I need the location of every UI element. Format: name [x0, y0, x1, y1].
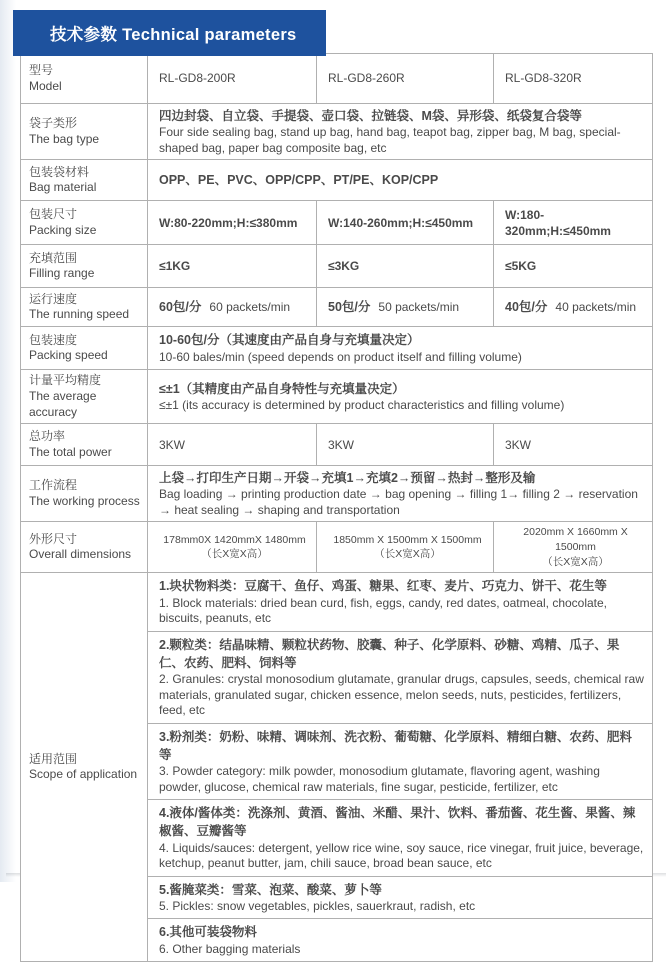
bag-material-text: OPP、PE、PVC、OPP/CPP、PT/PE、KOP/CPP — [159, 173, 439, 188]
row-label-power — [21, 424, 148, 466]
dimension-size: 2020mm X 1660mm X 1500mm — [523, 526, 628, 554]
row-label-en: Bag material — [29, 180, 97, 195]
scope-item-en: 1. Block materials: dried bean curd, fish, eggs, candy, red dates, oatmeal, chocolate, biscuits, peanuts, etc — [159, 595, 608, 626]
row-label-accuracy — [21, 370, 148, 424]
row-label-packing-size — [21, 201, 148, 245]
row-label-en: Model — [29, 78, 62, 93]
row-label-en: Overall dimensions — [29, 547, 132, 562]
running-speed-value-2 — [317, 288, 494, 327]
packing-speed-value — [148, 327, 653, 370]
dimension-note: （长X宽X高） — [374, 548, 441, 561]
row-label-zh: 工作流程 — [29, 478, 78, 493]
row-label-bag-type — [21, 104, 148, 160]
scope-item-granules — [148, 631, 652, 723]
filling-range-value-2: ≤3KG — [317, 245, 494, 288]
bag-type-value — [148, 104, 653, 160]
process-value — [148, 466, 653, 522]
power-value-1: 3KW — [148, 424, 317, 466]
table-row-filling-range — [21, 245, 653, 288]
row-label-scope — [21, 573, 148, 962]
scope-item-en: 5. Pickles: snow vegetables, pickles, sauerkraut, radish, etc — [159, 898, 476, 913]
table-row-bag-material — [21, 160, 653, 201]
scope-item-en: 2. Granules: crystal monosodium glutamate, granular drugs, capsules, seeds, chemical raw materials, granulated sugar, chicken essence, melon seeds, nuts, pesticides, fertilizers, feed, etc — [159, 672, 644, 718]
row-label-packing-speed — [21, 327, 148, 370]
technical-parameters-table — [20, 53, 653, 962]
scope-item-other — [148, 918, 652, 961]
scope-item-block-materials — [148, 573, 652, 630]
scope-item-zh: 2.颗粒类：结晶味精、颗粒状药物、胶囊、种子、化学原料、砂糖、鸡精、瓜子、果仁、农药、肥料、饲料等 — [159, 637, 620, 670]
process-zh: 上袋→打印生产日期→开袋→充填1→充填2→预留→热封→整形及输 — [159, 471, 536, 486]
row-label-en: Packing size — [29, 222, 97, 237]
table-row-packing-size — [21, 201, 653, 245]
dimensions-value-1 — [148, 522, 317, 573]
dimension-size: 178mm0X 1420mmX 1480mm — [163, 533, 306, 546]
model-value-2: RL-GD8-260R — [317, 54, 494, 104]
model-value-1: RL-GD8-200R — [148, 54, 317, 104]
filling-range-value-1: ≤1KG — [148, 245, 317, 288]
scope-item-en: 4. Liquids/sauces: detergent, yellow rice wine, soy sauce, rice vinegar, fruit juice, beverage, ketchup, peanut butter, jam, chili sauce, broad bean sauce, etc — [159, 840, 644, 871]
row-label-process — [21, 466, 148, 522]
row-label-en: The average accuracy — [29, 388, 97, 419]
row-label-running-speed — [21, 288, 148, 327]
packing-speed-zh: 10-60包/分（其速度由产品自身与充填量决定） — [159, 333, 420, 348]
table-row-scope — [21, 573, 653, 962]
packing-size-value-3: W:180-320mm;H:≤450mm — [494, 201, 653, 245]
scope-item-zh: 3.粉剂类：奶粉、味精、调味剂、洗衣粉、葡萄糖、化学原料、精细白糖、农药、肥料等 — [159, 729, 632, 762]
running-speed-en: 40 packets/min — [555, 300, 637, 315]
power-value-2: 3KW — [317, 424, 494, 466]
dimensions-value-2 — [317, 522, 494, 573]
running-speed-zh: 50包/分 — [328, 300, 371, 315]
scope-item-en: 3. Powder category: milk powder, monosodium glutamate, flavoring agent, washing powder, glucose, chemical raw materials, fine sugar, pesticide, fertilizer, etc — [159, 764, 600, 794]
scope-item-liquids — [148, 799, 652, 875]
table-row-dimensions — [21, 522, 653, 573]
page-title — [13, 10, 326, 56]
row-label-zh: 包装尺寸 — [29, 207, 78, 222]
dimension-size: 1850mm X 1500mm X 1500mm — [333, 533, 482, 546]
running-speed-en: 60 packets/min — [209, 300, 291, 315]
power-value-3: 3KW — [494, 424, 653, 466]
table-row-model — [21, 54, 653, 104]
dimension-note: （长X宽X高） — [542, 555, 609, 568]
accuracy-zh: ≤±1（其精度由产品自身特性与充填量决定） — [159, 381, 405, 396]
row-label-zh: 袋子类形 — [29, 116, 78, 131]
row-label-en: Filling range — [29, 266, 95, 281]
row-label-en: The total power — [29, 444, 112, 459]
bag-material-value — [148, 160, 653, 201]
filling-range-value-3: ≤5KG — [494, 245, 653, 288]
table-row-packing-speed — [21, 327, 653, 370]
dimension-note: （长X宽X高） — [201, 548, 268, 561]
row-label-zh: 总功率 — [29, 429, 66, 443]
row-label-bag-material — [21, 160, 148, 201]
bag-type-en: Four side sealing bag, stand up bag, hand bag, teapot bag, zipper bag, M bag, special-shaped bag, paper bag composite bag, etc — [159, 125, 621, 155]
scope-item-zh: 5.酱腌菜类：雪菜、泡菜、酸菜、萝卜等 — [159, 882, 382, 897]
running-speed-value-1 — [148, 288, 317, 327]
row-label-zh: 适用范围 — [29, 751, 78, 766]
table-row-running-speed — [21, 288, 653, 327]
packing-speed-en: 10-60 bales/min (speed depends on product itself and filling volume) — [159, 349, 522, 364]
table-row-process — [21, 466, 653, 522]
row-label-zh: 包装速度 — [29, 332, 78, 347]
row-label-zh: 充填范围 — [29, 250, 78, 265]
page-title-text: 技术参数 Technical parameters — [50, 26, 297, 44]
row-label-filling-range — [21, 245, 148, 288]
scope-item-zh: 4.液体/酱体类：洗涤剂、黄酒、酱油、米醋、果汁、饮料、番茄酱、花生酱、果酱、辣椒酱、豆瓣酱等 — [159, 806, 636, 839]
row-label-en: The working process — [29, 493, 140, 508]
row-label-zh: 包装袋材料 — [29, 164, 90, 179]
scope-item-zh: 6.其他可装袋物料 — [159, 925, 257, 940]
process-en: Bag loading → printing production date → bag opening → filling 1→ filling 2 → reservation → heat sealing → shaping and transportation — [159, 487, 638, 517]
running-speed-zh: 40包/分 — [505, 300, 548, 315]
running-speed-en: 50 packets/min — [378, 300, 460, 315]
row-label-zh: 外形尺寸 — [29, 531, 78, 546]
row-label-model — [21, 54, 148, 104]
table-row-bag-type — [21, 104, 653, 160]
row-label-dimensions — [21, 522, 148, 573]
model-value-3: RL-GD8-320R — [494, 54, 653, 104]
row-label-en: The running speed — [29, 307, 130, 322]
scope-item-powder — [148, 723, 652, 799]
row-label-en: Packing speed — [29, 348, 108, 363]
scope-value — [148, 573, 653, 962]
row-label-en: Scope of application — [29, 767, 138, 782]
table-row-power — [21, 424, 653, 466]
accuracy-en: ≤±1 (its accuracy is determined by product characteristics and filling volume) — [159, 397, 565, 412]
scope-item-pickles — [148, 876, 652, 919]
dimensions-value-3 — [494, 522, 653, 573]
row-label-zh: 计量平均精度 — [29, 373, 102, 388]
row-label-zh: 型号 — [29, 62, 54, 77]
running-speed-zh: 60包/分 — [159, 300, 202, 315]
accuracy-value — [148, 370, 653, 424]
scope-item-zh: 1.块状物料类：豆腐干、鱼仔、鸡蛋、糖果、红枣、麦片、巧克力、饼干、花生等 — [159, 579, 607, 594]
row-label-zh: 运行速度 — [29, 291, 78, 306]
table-row-accuracy — [21, 370, 653, 424]
scope-item-en: 6. Other bagging materials — [159, 941, 301, 956]
running-speed-value-3 — [494, 288, 653, 327]
row-label-en: The bag type — [29, 131, 100, 146]
packing-size-value-2: W:140-260mm;H:≤450mm — [317, 201, 494, 245]
bag-type-zh: 四边封袋、自立袋、手提袋、壶口袋、拉链袋、M袋、异形袋、纸袋复合袋等 — [159, 109, 582, 123]
packing-size-value-1: W:80-220mm;H:≤380mm — [148, 201, 317, 245]
